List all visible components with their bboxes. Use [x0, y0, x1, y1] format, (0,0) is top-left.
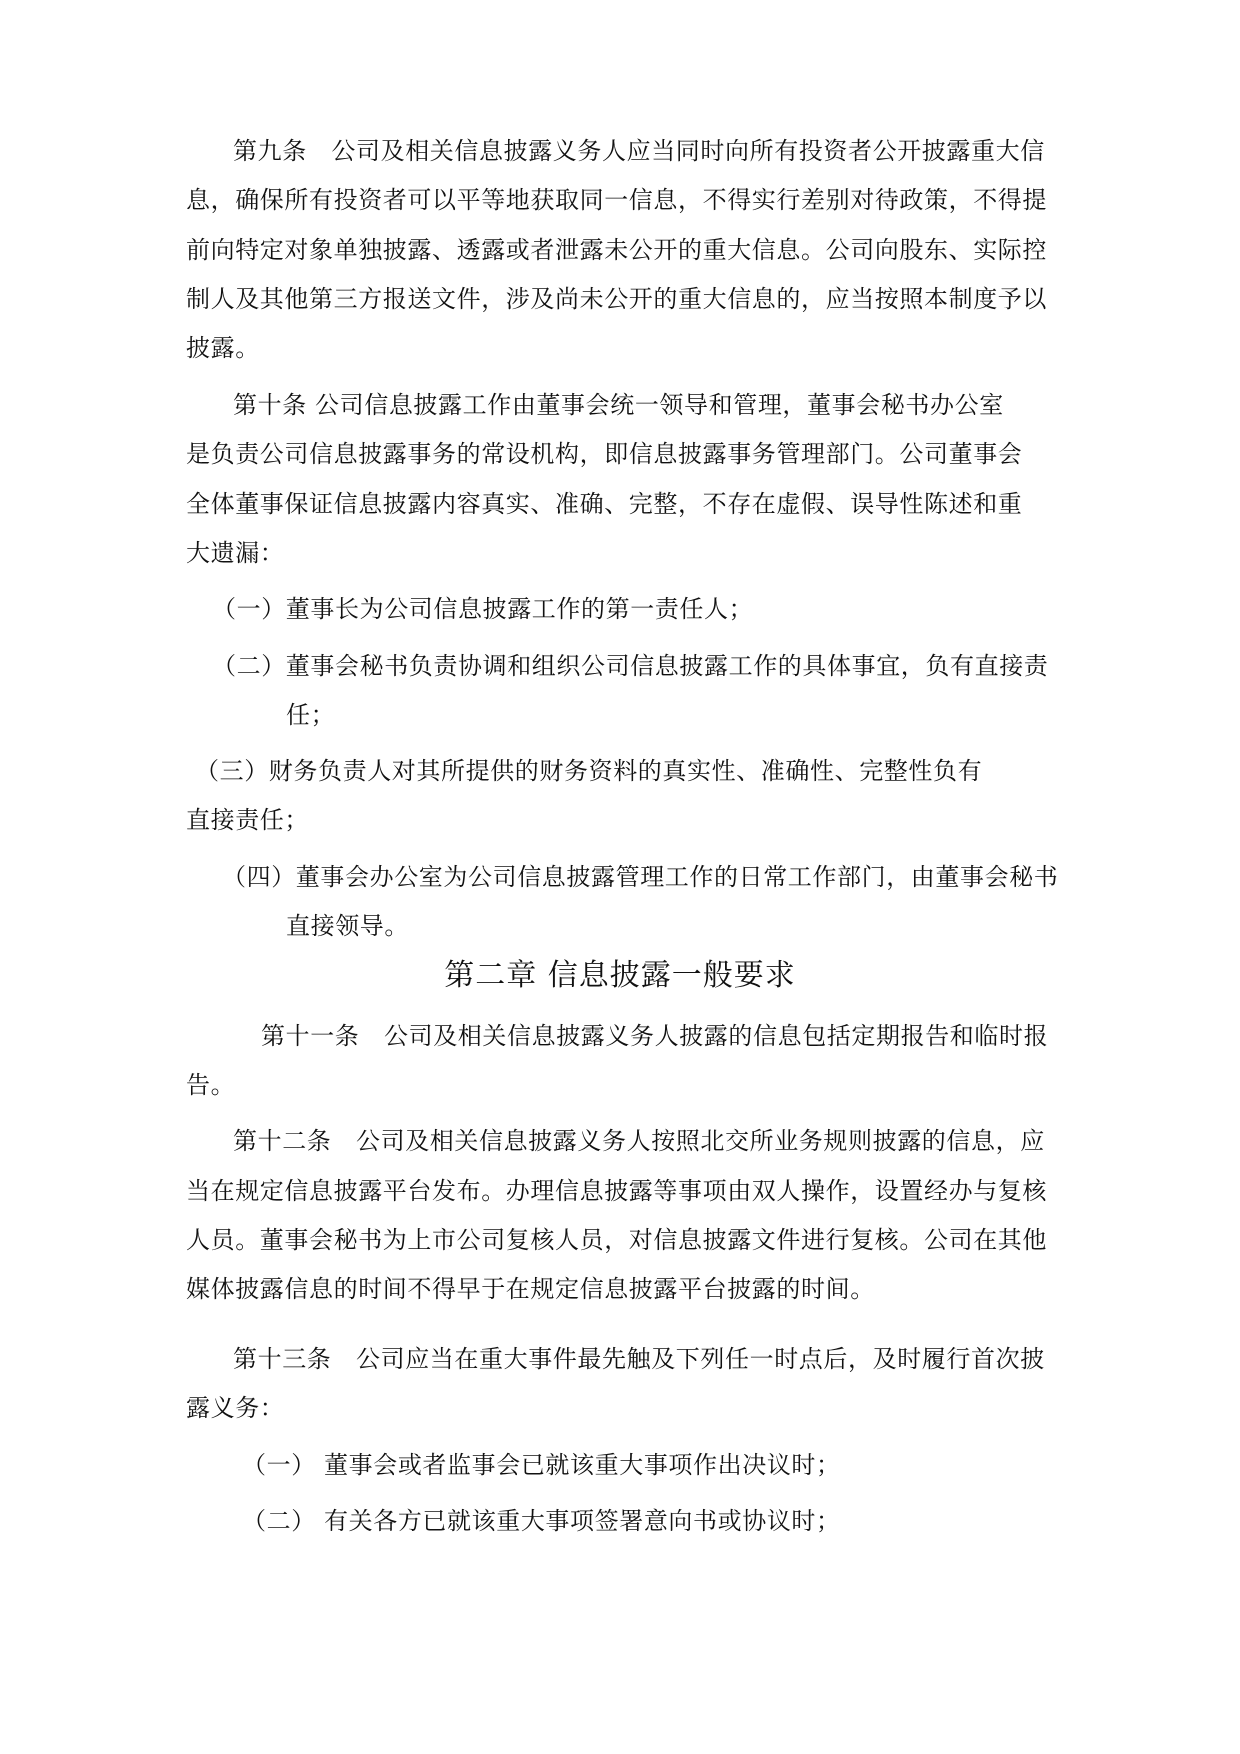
- text-line: 第十条 公司信息披露工作由董事会统一领导和管理，董事会秘书办公室: [233, 391, 1004, 419]
- text-line: 全体董事保证信息披露内容真实、准确、完整，不存在虚假、误导性陈述和重: [186, 490, 1023, 518]
- text-line: 第十一条 公司及相关信息披露义务人披露的信息包括定期报告和临时报: [261, 1022, 1049, 1050]
- list-item: （四）董事会办公室为公司信息披露管理工作的日常工作部门，由董事会秘书: [222, 863, 1059, 891]
- text-line: 第十三条 公司应当在重大事件最先触及下列任一时点后，及时履行首次披: [233, 1345, 1045, 1373]
- text-line: 第十二条 公司及相关信息披露义务人按照北交所业务规则披露的信息，应: [233, 1127, 1045, 1155]
- text-line: 披露。: [186, 334, 260, 362]
- list-item: （二） 有关各方已就该重大事项签署意向书或协议时；: [242, 1507, 841, 1535]
- text-line: 是负责公司信息披露事务的常设机构，即信息披露事务管理部门。公司董事会: [186, 440, 1023, 468]
- list-item: （二）董事会秘书负责协调和组织公司信息披露工作的具体事宜，负有直接责: [212, 652, 1049, 680]
- list-item: （一）董事长为公司信息披露工作的第一责任人；: [212, 595, 754, 623]
- text-line: 告。: [186, 1071, 236, 1099]
- list-item-continuation: 任；: [286, 701, 336, 729]
- chapter-heading: 第二章 信息披露一般要求: [444, 958, 796, 993]
- text-line: 息，确保所有投资者可以平等地获取同一信息，不得实行差别对待政策，不得提: [186, 186, 1047, 214]
- list-item-continuation: 直接领导。: [286, 912, 409, 940]
- list-item: （三）财务负责人对其所提供的财务资料的真实性、准确性、完整性负有: [195, 757, 983, 785]
- text-line: 第九条 公司及相关信息披露义务人应当同时向所有投资者公开披露重大信: [233, 137, 1045, 165]
- text-line: 媒体披露信息的时间不得早于在规定信息披露平台披露的时间。: [186, 1275, 875, 1303]
- text-line: 当在规定信息披露平台发布。办理信息披露等事项由双人操作，设置经办与复核: [186, 1177, 1047, 1205]
- list-item-continuation: 直接责任；: [186, 806, 309, 834]
- text-line: 前向特定对象单独披露、透露或者泄露未公开的重大信息。公司向股东、实际控: [186, 236, 1047, 264]
- text-line: 人员。董事会秘书为上市公司复核人员，对信息披露文件进行复核。公司在其他: [186, 1226, 1047, 1254]
- text-line: 大遗漏：: [186, 539, 285, 567]
- text-line: 制人及其他第三方报送文件，涉及尚未公开的重大信息的，应当按照本制度予以: [186, 285, 1047, 313]
- list-item: （一） 董事会或者监事会已就该重大事项作出决议时；: [242, 1451, 841, 1479]
- text-line: 露义务：: [186, 1394, 285, 1422]
